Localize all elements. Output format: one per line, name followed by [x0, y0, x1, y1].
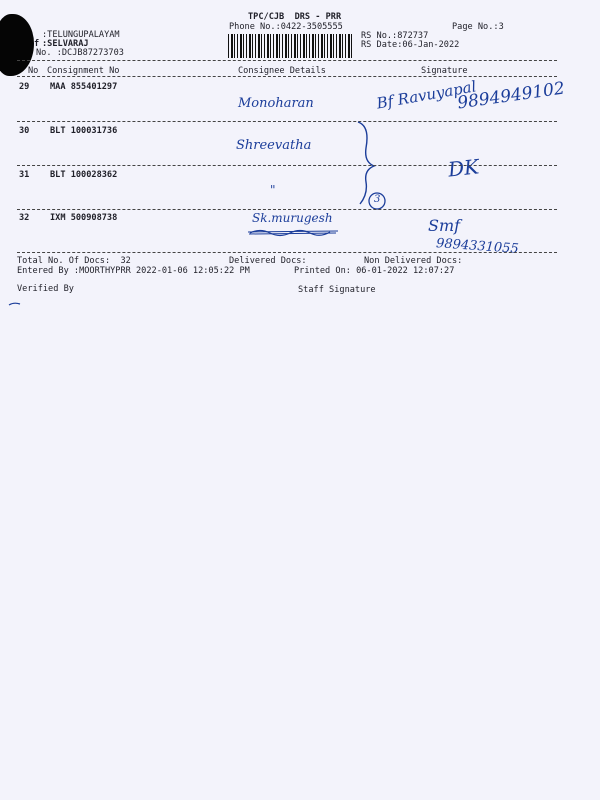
- barcode: [228, 34, 354, 58]
- staff-prefix: f: [34, 39, 40, 49]
- divider: [17, 76, 557, 77]
- divider: [17, 121, 557, 122]
- phone-handwritten: 9894331055: [435, 236, 520, 257]
- consignment-number: BLT 100028362: [50, 170, 118, 180]
- column-header-signature: Signature: [421, 66, 468, 76]
- divider: [17, 209, 557, 210]
- bracket-mark: [340, 118, 400, 214]
- divider: [17, 165, 557, 166]
- row-number: 29: [19, 82, 30, 92]
- drs-number: No. :DCJB87273703: [36, 48, 124, 58]
- row-number: 30: [19, 126, 30, 136]
- signature-handwritten: DK: [446, 154, 481, 182]
- phone-handwritten: 9894949102: [456, 78, 567, 114]
- consignment-number: IXM 500908738: [50, 213, 118, 223]
- signature-handwritten: Smf: [428, 216, 461, 235]
- consignment-number: BLT 100031736: [50, 126, 118, 136]
- phone-number: Phone No.:0422-3505555: [229, 22, 343, 32]
- rs-number: RS No.:872737: [361, 31, 429, 41]
- delivery-staff: :SELVARAJ: [42, 39, 89, 49]
- document-title: TPC/CJB DRS - PRR: [248, 12, 342, 22]
- verified-by-label: Verified By: [17, 284, 74, 294]
- struck-out-writing: [246, 226, 342, 238]
- printed-on: Printed On: 06-01-2022 12:07:27: [294, 266, 455, 276]
- row-number: 32: [19, 213, 30, 223]
- consignment-number: MAA 855401297: [50, 82, 118, 92]
- consignee-name-handwritten: Monoharan: [238, 96, 314, 111]
- row-number: 31: [19, 170, 30, 180]
- circled-number-handwritten: 3: [374, 194, 381, 205]
- consignee-name-handwritten: Sk.murugesh: [252, 211, 333, 225]
- column-header-consignment: Consignment No: [47, 66, 120, 76]
- entered-by: Entered By :MOORTHYPRR 2022-01-06 12:05:22 PM: [17, 266, 250, 276]
- signature-handwritten: Bf Ravuyapal: [375, 77, 478, 113]
- non-delivered-docs: Non Delivered Docs:: [364, 256, 463, 266]
- delivered-docs: Delivered Docs:: [229, 256, 307, 266]
- divider: [17, 252, 557, 253]
- ditto-mark-handwritten: ": [270, 183, 276, 197]
- consignee-name-handwritten: Shreevatha: [236, 138, 312, 153]
- staff-signature-label: Staff Signature: [298, 285, 376, 295]
- divider: [17, 60, 557, 61]
- page-number: Page No.:3: [452, 22, 504, 32]
- total-docs: Total No. Of Docs: 32: [17, 256, 131, 266]
- column-header-consignee: Consignee Details: [238, 66, 326, 76]
- stray-pen-mark: [8, 300, 22, 308]
- branch-name: :TELUNGUPALAYAM: [42, 30, 120, 40]
- rs-date: RS Date:06-Jan-2022: [361, 40, 460, 50]
- column-header-no: No: [28, 66, 39, 76]
